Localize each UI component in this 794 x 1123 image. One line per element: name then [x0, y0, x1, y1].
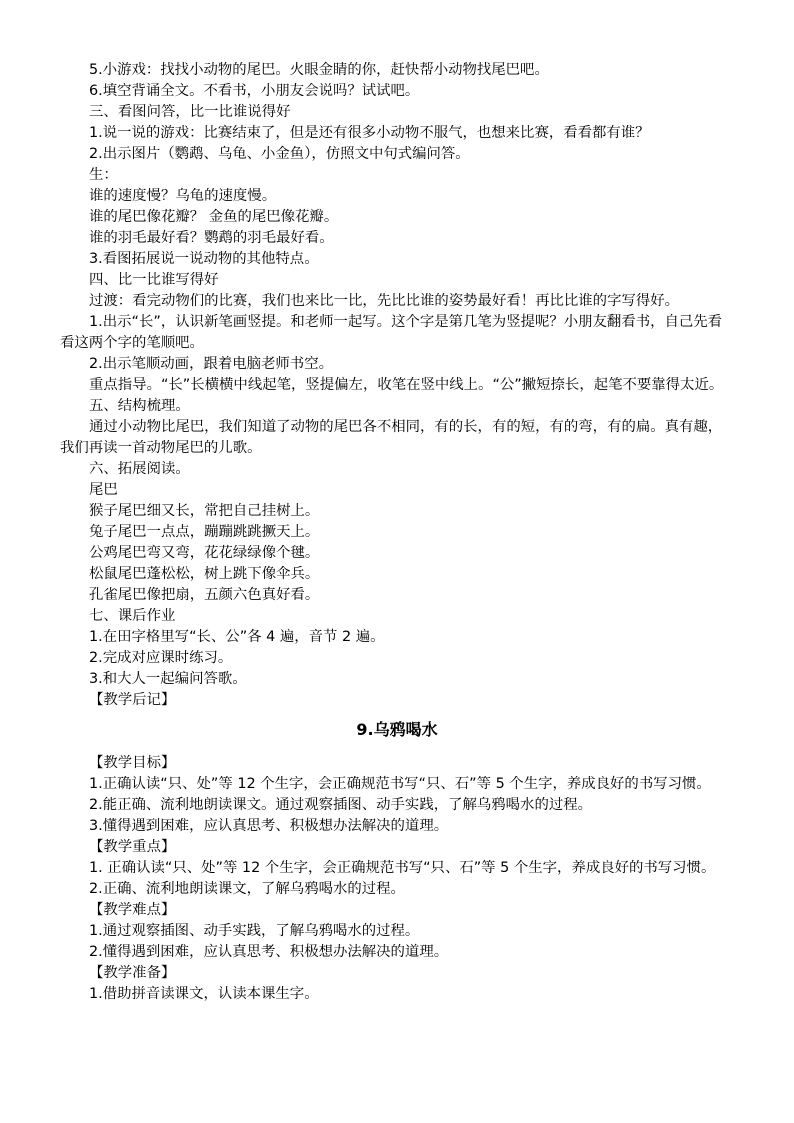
sec3-item-2: 2.出示图片（鹦鹉、乌龟、小金鱼），仿照文中句式编问答。 — [89, 146, 470, 162]
transition-para: 过渡：看完动物们的比赛，我们也来比一比，先比比谁的姿势最好看！再比比谁的字写得好。 — [89, 293, 680, 309]
poem-line-4: 松鼠尾巴蓬松松，树上跳下像伞兵。 — [89, 566, 320, 582]
section-7-heading: 七、课后作业 — [89, 608, 176, 624]
obj-1: 1.正确认读“只、处”等 12 个生字，会正确规范书写“只、石”等 5 个生字，养成良好的书写习惯。 — [89, 776, 711, 792]
diff-1: 1.通过观察插图、动手实践，了解乌鸦喝水的过程。 — [89, 923, 420, 939]
section-3-heading: 三、看图问答，比一比谁说得好 — [89, 104, 291, 120]
section-6-heading: 六、拓展阅读。 — [89, 461, 190, 477]
hw-2: 2.完成对应课时练习。 — [89, 650, 233, 666]
key-guidance: 重点指导。“长”长横横中线起笔，竖提偏左，收笔在竖中线上。“公”撇短捺长，起笔不要靠得太近。 — [89, 377, 724, 393]
sec3-item-1: 1.说一说的游戏：比赛结束了，但是还有很多小动物不服气，也想来比赛，看看都有谁？ — [89, 125, 650, 141]
qa-2: 谁的尾巴像花瓣？ 金鱼的尾巴像花瓣。 — [89, 209, 339, 225]
qa-1: 谁的速度慢？乌龟的速度慢。 — [89, 188, 277, 204]
sec4-item-2: 2.出示笔顺动画，跟着电脑老师书空。 — [89, 356, 333, 372]
preparation-label: 【教学准备】 — [89, 965, 176, 981]
difficulties-label: 【教学难点】 — [89, 902, 176, 918]
reflection-label: 【教学后记】 — [89, 692, 176, 708]
poem-title: 尾巴 — [89, 482, 118, 498]
kp-1: 1. 正确认读“只、处”等 12 个生字，会正确规范书写“只、石”等 5 个生字，养成良好的书写习惯。 — [89, 860, 716, 876]
diff-2: 2.懂得遇到困难，应认真思考、积极想办法解决的道理。 — [89, 944, 449, 960]
hw-3: 3.和大人一起编问答歌。 — [89, 671, 247, 687]
poem-line-3: 公鸡尾巴弯又弯，花花绿绿像个毽。 — [89, 545, 320, 561]
sec3-item-3: 3.看图拓展说一说动物的其他特点。 — [89, 251, 319, 267]
objectives-label: 【教学目标】 — [89, 755, 176, 771]
prep-1: 1.借助拼音读课文，认读本课生字。 — [89, 986, 319, 1002]
sec4-item-1: 1.出示“长”，认识新笔画竖提。和老师一起写。这个字是第几笔为竖提呢？小朋友翻看书，自己先看看这两个字的笔顺吧。 — [60, 314, 723, 351]
section-5-heading: 五、结构梳理。 — [89, 398, 190, 414]
hw-1: 1.在田字格里写“长、公”各 4 遍，音节 2 遍。 — [89, 629, 385, 645]
kp-2: 2.正确、流利地朗读课文，了解乌鸦喝水的过程。 — [89, 881, 405, 897]
obj-3: 3.懂得遇到困难，应认真思考、积极想办法解决的道理。 — [89, 818, 449, 834]
key-points-label: 【教学重点】 — [89, 839, 176, 855]
poem-line-2: 兔子尾巴一点点，蹦蹦跳跳撅天上。 — [89, 524, 320, 540]
lesson-title: 9.乌鸦喝水 — [356, 720, 438, 739]
poem-line-5: 孔雀尾巴像把扇，五颜六色真好看。 — [89, 587, 320, 603]
poem-line-1: 猴子尾巴细又长，常把自己挂树上。 — [89, 503, 320, 519]
recite-full-text: 6.填空背诵全文。不看书，小朋友会说吗？试试吧。 — [89, 83, 420, 99]
qa-3: 谁的羽毛最好看？鹦鹉的羽毛最好看。 — [89, 230, 334, 246]
student-label: 生： — [89, 167, 118, 183]
structure-para: 通过小动物比尾巴，我们知道了动物的尾巴各不相同，有的长，有的短，有的弯，有的扁。真有趣，我们再读一首动物尾巴的儿歌。 — [60, 419, 723, 456]
game-find-tail: 5.小游戏：找找小动物的尾巴。火眼金睛的你，赶快帮小动物找尾巴吧。 — [89, 62, 549, 78]
section-4-heading: 四、比一比谁写得好 — [89, 272, 219, 288]
obj-2: 2.能正确、流利地朗读课文。通过观察插图、动手实践，了解乌鸦喝水的过程。 — [89, 797, 593, 813]
